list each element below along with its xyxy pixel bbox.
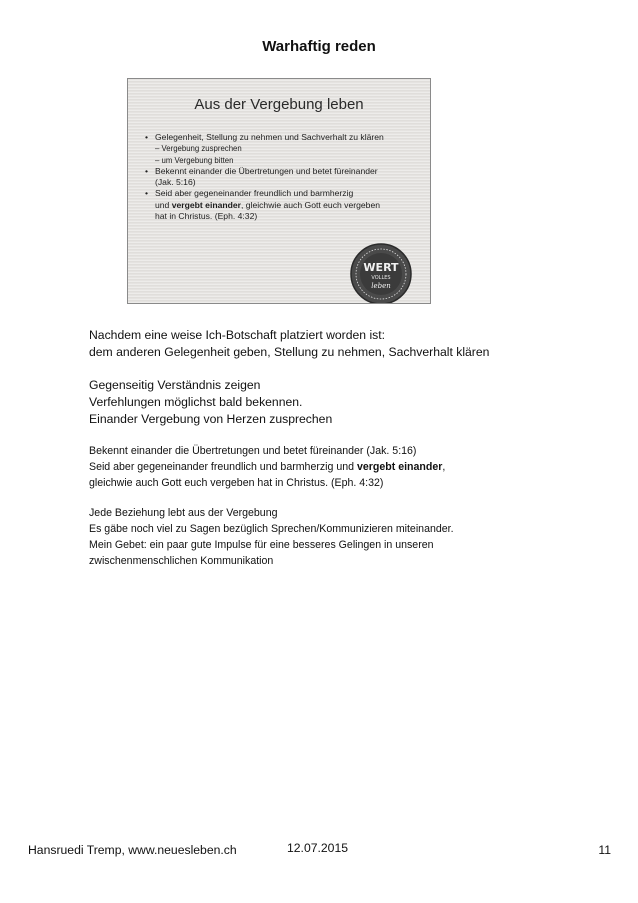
slide-bullet-continuation: (Jak. 5:16) [155, 177, 196, 188]
slide-sub-bullet: – um Vergebung bitten [155, 155, 234, 165]
slide-text: , gleichwie auch Gott euch vergeben [240, 199, 381, 210]
text: Seid aber gegeneinander freundlich und barmherzig und [89, 461, 357, 473]
slide-bullet-text: Bekennt einander die Übertretungen und betet füreinander [155, 165, 378, 176]
text-line: dem anderen Gelegenheit geben, Stellung zu nehmen, Sachverhalt klären [89, 345, 490, 359]
wert-volles-leben-logo-icon [349, 242, 413, 304]
text-line: zwischenmenschlichen Kommunikation [89, 555, 274, 567]
footer-date: 12.07.2015 [287, 841, 348, 855]
text-line: Einander Vergebung von Herzen zusprechen [89, 412, 333, 426]
slide-bullet-continuation [145, 200, 420, 211]
footer-author: Hansruedi Tremp, www.neuesleben.ch [28, 843, 237, 857]
footer-page-number: 11 [598, 843, 611, 857]
text-line: gleichwie auch Gott euch vergeben hat in Christus. (Eph. 4:32) [89, 477, 384, 489]
svg-text:leben: leben [371, 282, 391, 290]
slide-bullet [145, 132, 420, 143]
svg-text:VOLLES: VOLLES [371, 275, 391, 281]
slide-text: und [155, 199, 172, 210]
slide-bullet-text: Seid aber gegeneinander freundlich und barmherzig [155, 188, 354, 199]
paragraph [89, 505, 569, 569]
text: , [442, 461, 446, 473]
text-line: Mein Gebet: ein paar gute Impulse für eine besseres Gelingen in unseren [89, 539, 434, 551]
text-line: Verfehlungen möglichst bald bekennen. [89, 395, 303, 409]
page-title: Warhaftig reden [262, 38, 376, 55]
text-line [89, 459, 569, 475]
slide-image [127, 78, 431, 304]
slide-bullet-continuation: hat in Christus. (Eph. 4:32) [155, 211, 258, 222]
slide-bold-text: vergebt einander [171, 199, 241, 210]
text-line: Gegenseitig Verständnis zeigen [89, 378, 261, 392]
text-line: Bekennt einander die Übertretungen und betet füreinander (Jak. 5:16) [89, 445, 417, 457]
slide-bullet-text: Gelegenheit, Stellung zu nehmen und Sachverhalt zu klären [155, 132, 384, 142]
slide-bullet [145, 166, 420, 177]
paragraph [89, 327, 569, 361]
paragraph [89, 443, 569, 491]
paragraph [89, 377, 569, 428]
slide-title: Aus der Vergebung leben [194, 96, 364, 113]
slide-sub-bullet: – Vergebung zusprechen [155, 144, 242, 154]
svg-text:WERT: WERT [363, 261, 399, 274]
body-text [89, 327, 569, 569]
text-line: Jede Beziehung lebt aus der Vergebung [89, 507, 278, 519]
slide-bullet-list [145, 132, 420, 222]
text-line: Nachdem eine weise Ich-Botschaft platziert worden ist: [89, 328, 386, 342]
slide-bullet [145, 188, 420, 199]
bold-text: vergebt einander [356, 461, 443, 473]
text-line: Es gäbe noch viel zu Sagen bezüglich Sprechen/Kommunizieren miteinander. [89, 523, 454, 535]
